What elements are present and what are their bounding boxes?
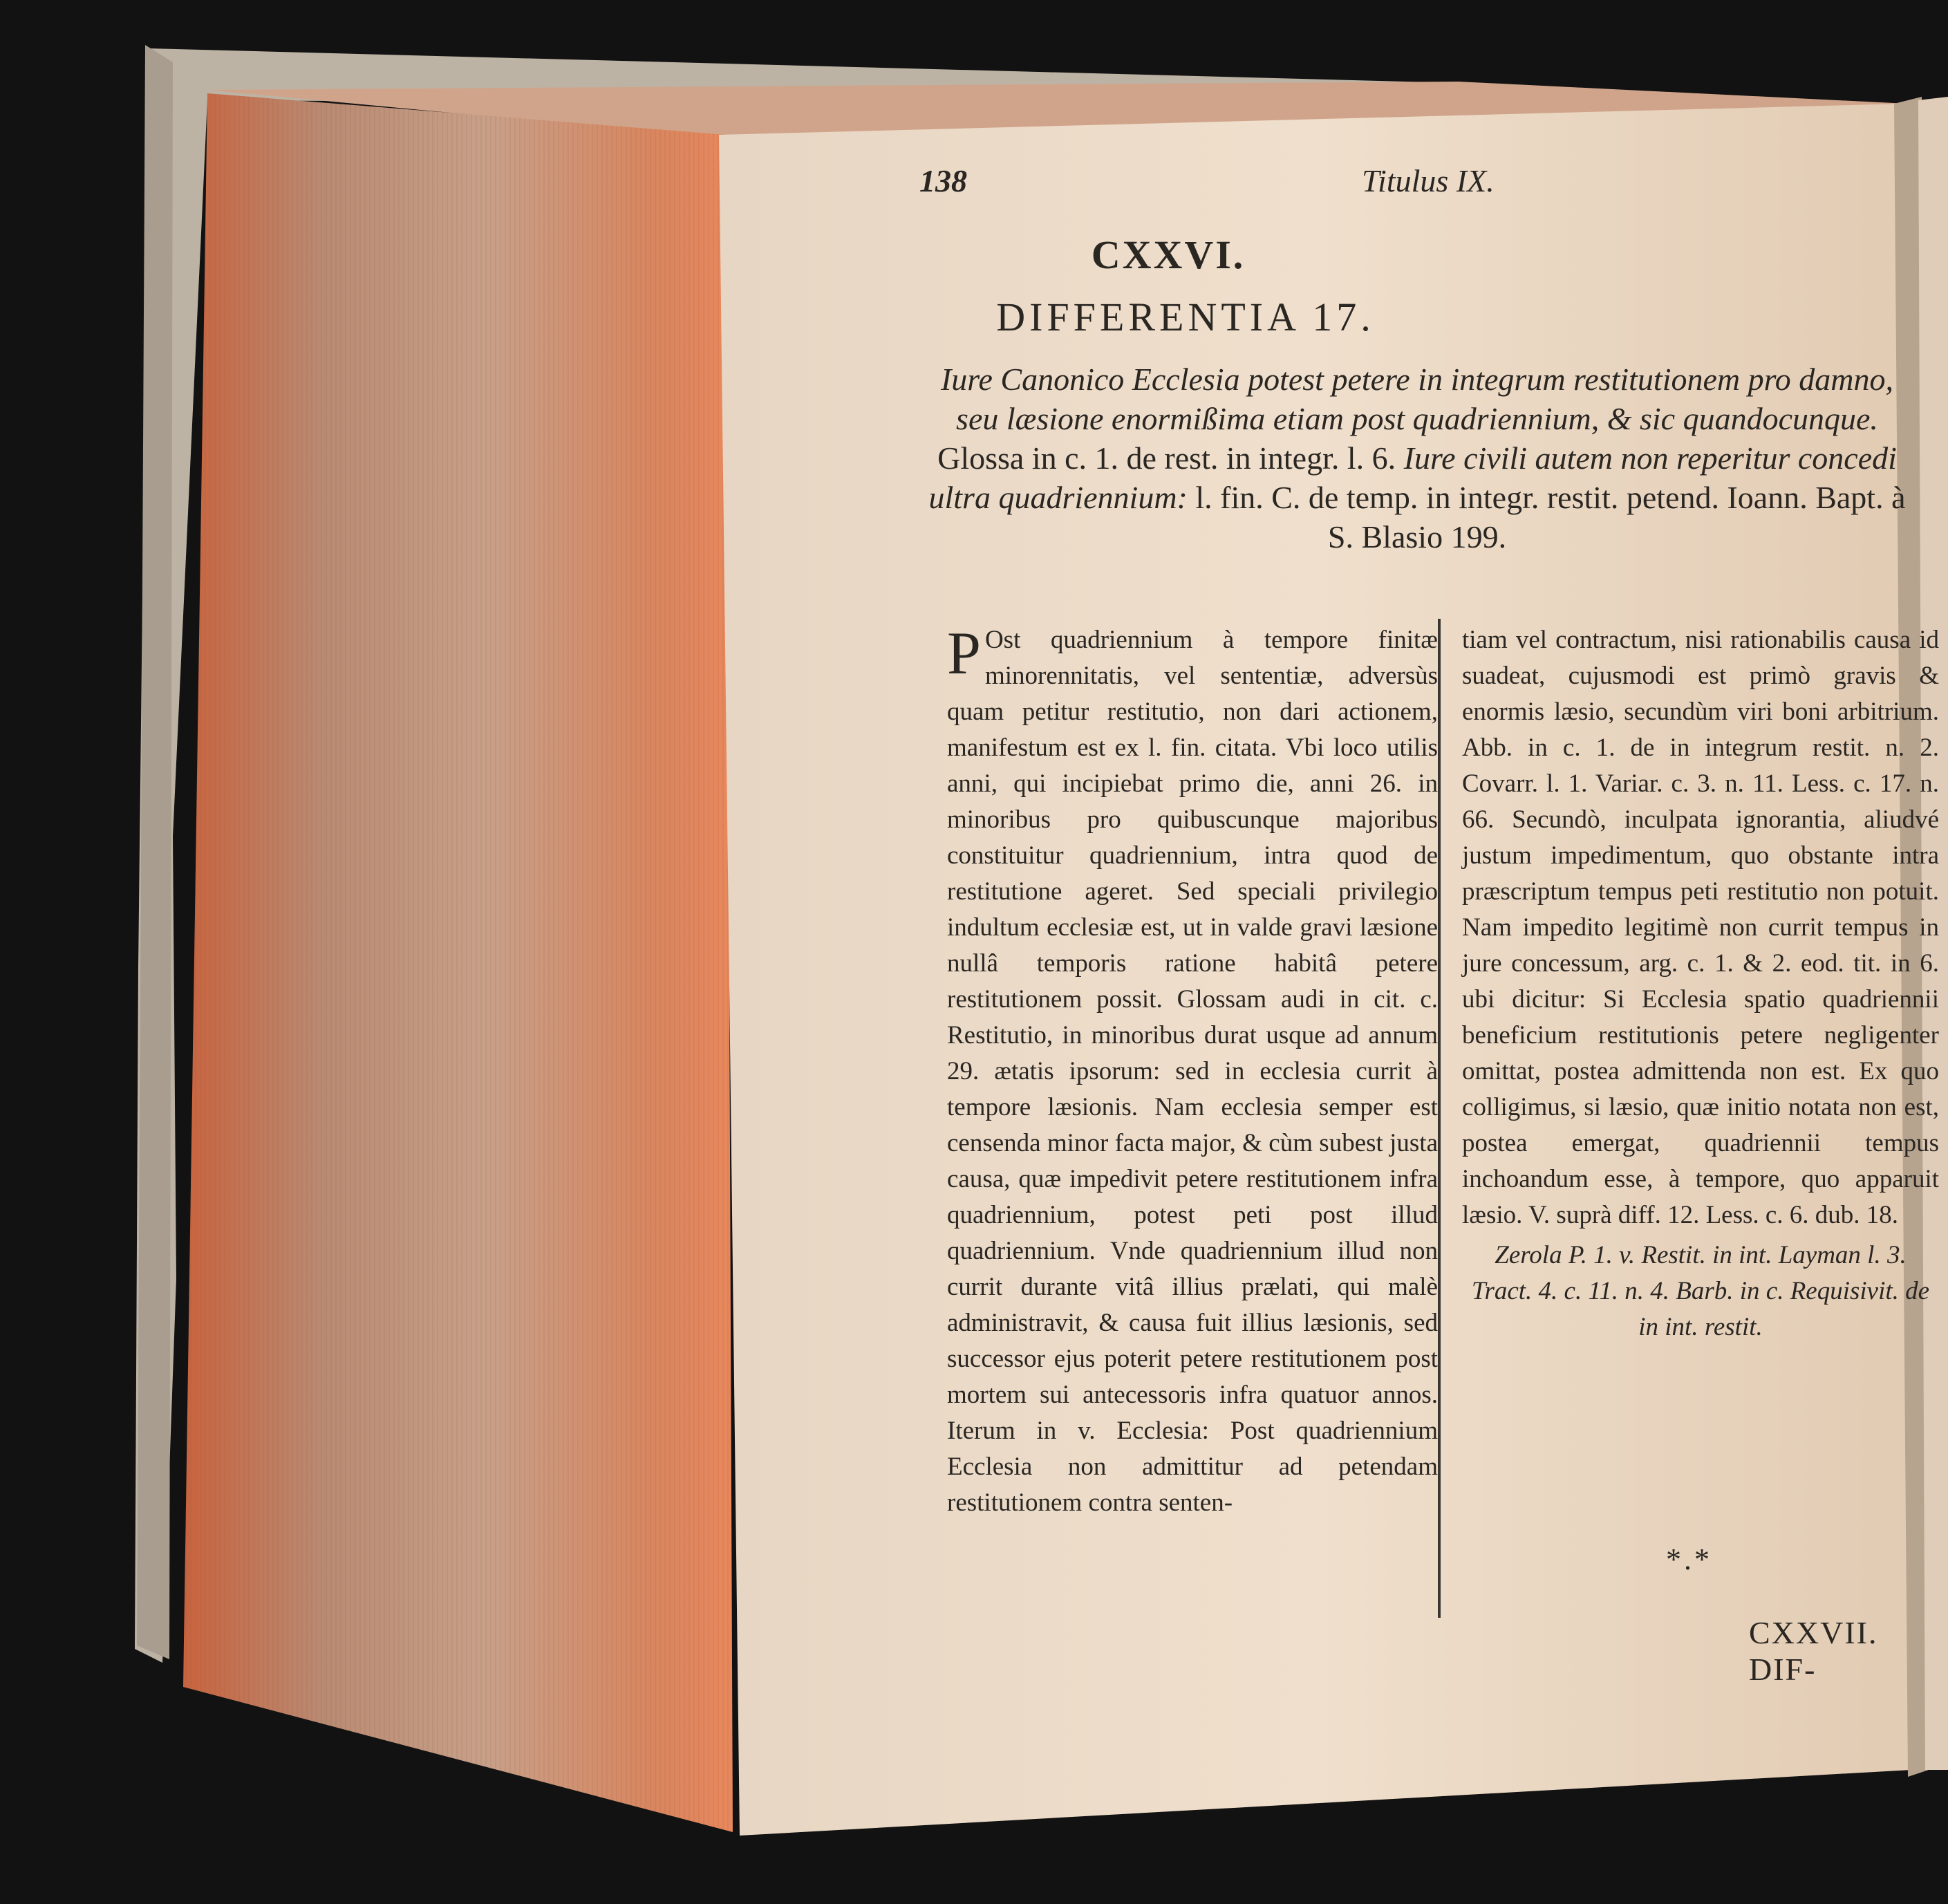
- left-paragraph: [947, 622, 1438, 1521]
- left-column: [947, 622, 1438, 1521]
- drop-cap: P: [947, 620, 981, 687]
- left-column-text: Ost quadriennium à tempore finitæ minorennitatis, vel sententiæ, adversùs quam petitur restitutio, non dari actionem, manifestum est ex l. fin. citata. Vbi loco utilis anni, qui incipiebat primo die, anni 26. in minoribus pro quibuscunque majoribus constituitur quadriennium, intra quod de restitutione ageret. Sed speciali privilegio indultum ecclesiæ est, ut in valde gravi læsione nullâ temporis ratione habitâ petere restitutionem possit. Glossam audi in cit. c. Restitutio, in minoribus durat usque ad annum 29. ætatis ipsorum: sed in ecclesia currit à tempore læsionis. Nam ecclesia semper est censenda minor facta major, & cùm subest justa causa, quæ impedivit petere restitutionem infra quadriennium, potest peti post illud quadriennium. Vnde quadriennium illud non currit durante vitâ illius prælati, qui malè administravit, & causa fuit illius læsionis, sed successor ejus poterit petere restitutionem post mortem sui antecessoris infra quatuor annos. Iterum in v. Ecclesia: Post quadriennium Ecclesia non admittitur ad petendam restitutionem contra senten-: [947, 626, 1438, 1517]
- page-number: 138: [919, 163, 967, 198]
- running-title: Titulus IX.: [1362, 163, 1495, 198]
- right-column-sources: Zerola P. 1. v. Restit. in int. Layman l. 3. Tract. 4. c. 11. n. 4. Barb. in c. Requisivit. de in int. restit.: [1471, 1241, 1930, 1341]
- section-heading: [719, 294, 1894, 340]
- summary-italic: Iure Canonico Ecclesia potest petere in integrum restitutionem pro damno, seu læsione enormißima etiam post quadriennium, & sic quandocunque.: [940, 362, 1894, 436]
- book-page: [719, 97, 1939, 1798]
- catchword: CXXVII. DIF-: [1749, 1615, 1878, 1687]
- section-heading-text: DIFFERENTIA 17.: [996, 295, 1375, 339]
- summary-gloss: Glossa in c. 1. de rest. in integr. l. 6.: [937, 440, 1396, 476]
- column-rule: [1438, 619, 1441, 1618]
- summary-civil-ref: l. fin. C. de temp. in integr. restit. petend. Ioann. Bapt. à S. Blasio 199.: [1195, 480, 1906, 554]
- section-number: [719, 232, 1894, 278]
- right-column-text: tiam vel contractum, nisi rationabilis causa id suadeat, cujusmodi est primò gravis & enormis læsio, secundùm viri boni arbitrium. Abb. in c. 1. de in integrum restit. n. 2. Covarr. l. 1. Variar. c. 3. n. 11. Less. c. 17. n. 66. Secundò, inculpata ignorantia, aliudvé justum impedimentum, quo obstante intra præscriptum tempus peti restitutio non potuit. Nam impedito legitimè non currit tempus in jure concessum, arg. c. 1. & 2. eod. tit. in 6. ubi dicitur: Si Ecclesia spatio quadriennii beneficium restitutionis petere negligenter omittat, postea admittenda non est. Ex quo colligimus, si læsio, quæ initio notata non est, postea emergat, quadriennii tempus inchoandum esse, à tempore, quo apparuit læsio. V. suprà diff. 12. Less. c. 6. dub. 18.: [1462, 626, 1939, 1229]
- summary-civil-italic: Iure civili autem non reperitur concedi ultra quadriennium:: [928, 440, 1897, 515]
- asterism: *.*: [1666, 1542, 1712, 1576]
- running-head: [719, 162, 1687, 211]
- right-column: [1462, 622, 1939, 1345]
- section-number-text: CXXVI.: [1091, 232, 1246, 277]
- summary-block: [926, 360, 1908, 557]
